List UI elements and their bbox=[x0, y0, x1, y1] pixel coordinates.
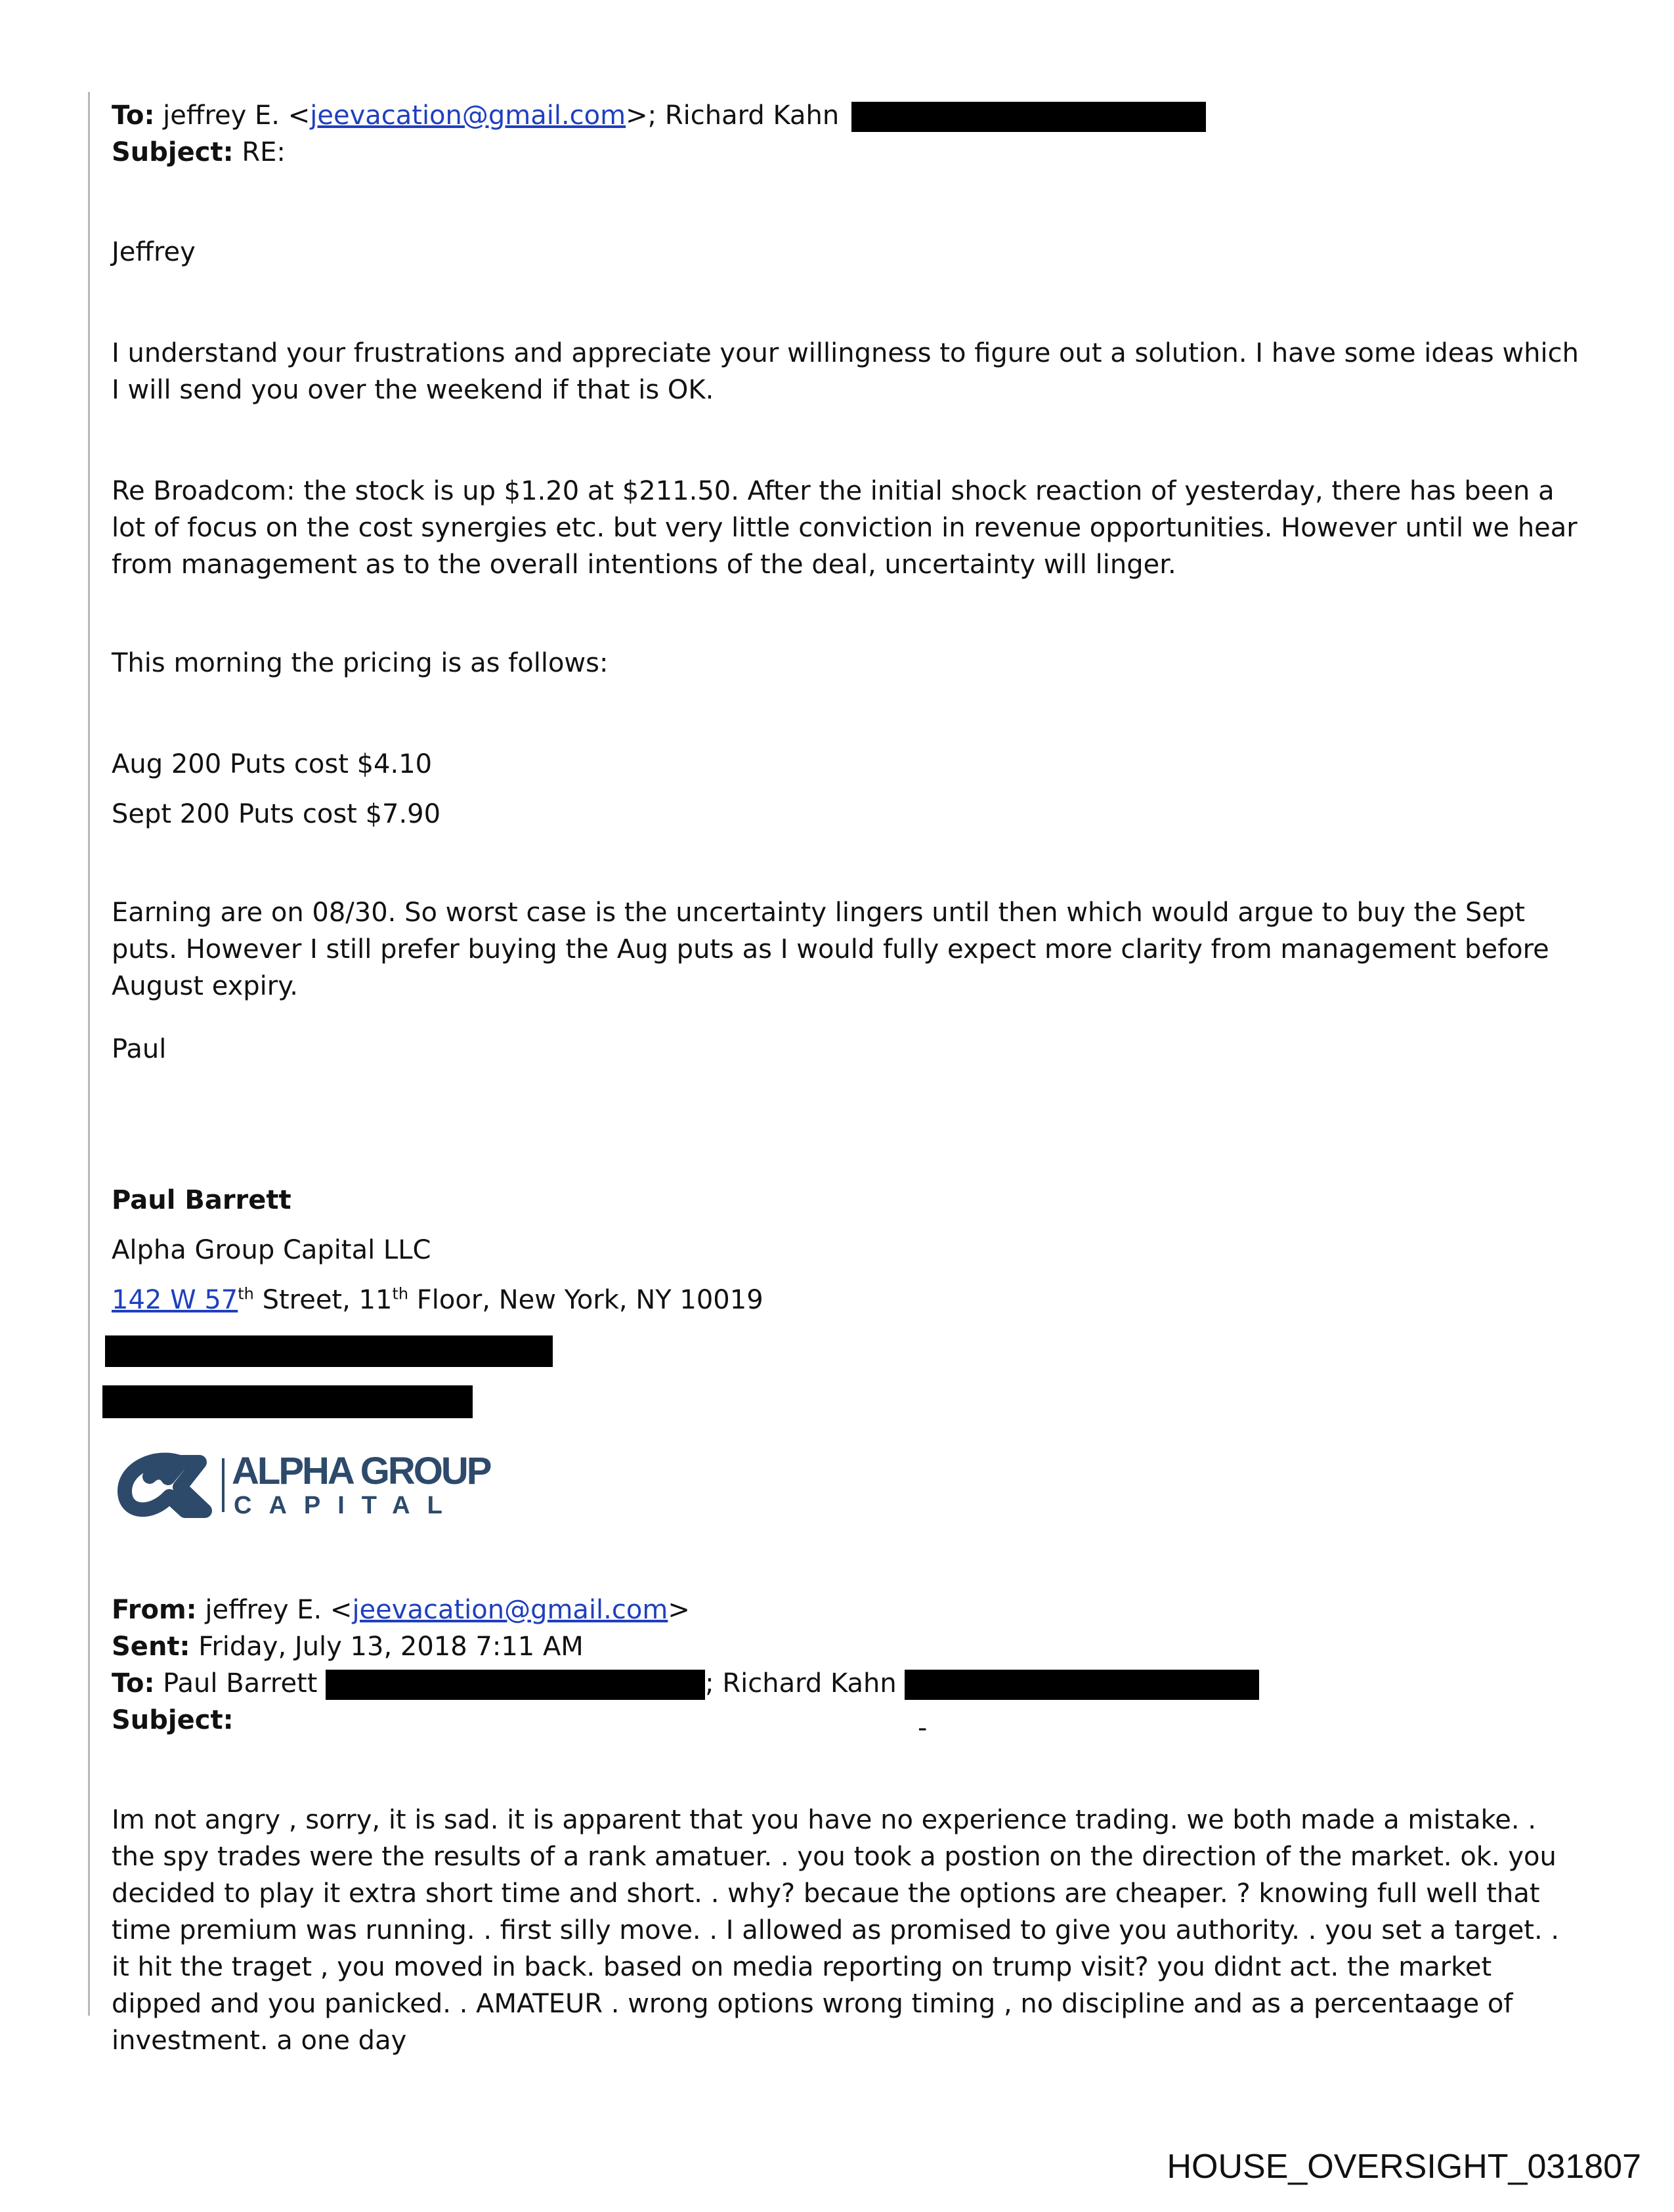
redaction-box bbox=[102, 1385, 473, 1418]
address-superscript-2: th bbox=[392, 1284, 409, 1303]
logo-divider bbox=[222, 1458, 225, 1512]
signature-name: Paul Barrett bbox=[112, 1185, 291, 1215]
reply-paragraph-1: I understand your frustrations and appreciate your willingness to figure out a solution. I have some ideas which I will send you over the weekend if that is OK. bbox=[112, 338, 1579, 405]
from-email-link[interactable]: jeevacation@gmail.com bbox=[352, 1595, 668, 1625]
original-to-line bbox=[112, 1665, 1259, 1702]
original-body: Im not angry , sorry, it is sad. it is apparent that you have no experience trading. we both made a mistake. . the spy trades were the results of a rank amatuer. . you took a postion on the direction of the market. ok. you decided to play it extra short time and short. . why? becaue the options are cheaper. ? knowing full well that time premium was running. . first silly move. . I allowed as promised to give you authority. . you set a target. . it hit the traget , you moved in back. based on media reporting on trump visit? you didnt act. the market dipped and you panicked. . AMATEUR . wrong options wrong timing , no discipline and as a percentaage of investment. a one day bbox=[112, 1805, 1560, 2056]
from-name: jeffrey E. < bbox=[205, 1595, 353, 1625]
logo-text-alpha-group: ALPHA GROUP bbox=[232, 1450, 490, 1492]
address-end: Floor, New York, NY 10019 bbox=[408, 1285, 763, 1315]
original-to-name: Paul Barrett bbox=[163, 1668, 318, 1699]
from-end: > bbox=[668, 1595, 690, 1625]
greeting: Jeffrey bbox=[112, 237, 196, 267]
redaction-box bbox=[326, 1670, 705, 1700]
from-label: From: bbox=[112, 1595, 197, 1625]
reply-paragraph-2: Re Broadcom: the stock is up $1.20 at $211.50. After the initial shock reaction of yesterday, there has been a lot of focus on the cost synergies etc. but very little conviction in revenue opportunities. However until we hear from management as to the overall intentions of the deal, uncertainty will linger. bbox=[112, 476, 1577, 580]
original-from-line bbox=[112, 1592, 690, 1628]
logo-text-capital: CAPITAL bbox=[234, 1492, 460, 1519]
original-subject-label: Subject: bbox=[112, 1705, 234, 1735]
reply-paragraph-3: This morning the pricing is as follows: bbox=[112, 648, 609, 678]
alpha-symbol-icon bbox=[117, 1448, 215, 1520]
quote-bar bbox=[88, 92, 90, 2016]
signoff: Paul bbox=[112, 1034, 167, 1064]
signature-address bbox=[112, 1282, 763, 1318]
to-label: To: bbox=[112, 100, 155, 131]
original-to-label: To: bbox=[112, 1668, 155, 1699]
address-link[interactable]: 142 W 57 bbox=[112, 1285, 238, 1315]
address-middle: Street, 11 bbox=[253, 1285, 393, 1315]
subject-value: RE: bbox=[242, 137, 286, 167]
sent-value: Friday, July 13, 2018 7:11 AM bbox=[198, 1632, 584, 1662]
reply-to-line bbox=[112, 97, 1206, 134]
to-name: jeffrey E. < bbox=[163, 100, 311, 131]
to-recipient-2: >; Richard Kahn bbox=[626, 100, 840, 131]
redaction-box bbox=[851, 102, 1206, 132]
reply-paragraph-4: Earning are on 08/30. So worst case is the uncertainty lingers until then which would argue to buy the Sept puts. However I still prefer buying the Aug puts as I would fully expect more clarity from management before August expiry. bbox=[112, 898, 1549, 1001]
subject-dash: - bbox=[918, 1713, 928, 1743]
reply-subject-line bbox=[112, 134, 286, 171]
original-to-recipient-2: ; Richard Kahn bbox=[705, 1668, 897, 1699]
original-subject-line bbox=[112, 1702, 234, 1739]
alpha-group-logo bbox=[117, 1448, 490, 1520]
to-email-link[interactable]: jeevacation@gmail.com bbox=[310, 100, 626, 131]
sent-label: Sent: bbox=[112, 1632, 190, 1662]
pricing-line-1: Aug 200 Puts cost $4.10 bbox=[112, 749, 433, 779]
subject-label: Subject: bbox=[112, 137, 234, 167]
signature-company: Alpha Group Capital LLC bbox=[112, 1235, 431, 1265]
bates-number: HOUSE_OVERSIGHT_031807 bbox=[1167, 2148, 1641, 2186]
original-sent-line bbox=[112, 1628, 584, 1665]
address-superscript-1: th bbox=[238, 1284, 254, 1303]
redaction-box bbox=[105, 1335, 553, 1367]
redaction-box bbox=[905, 1670, 1259, 1700]
pricing-line-2: Sept 200 Puts cost $7.90 bbox=[112, 799, 441, 829]
